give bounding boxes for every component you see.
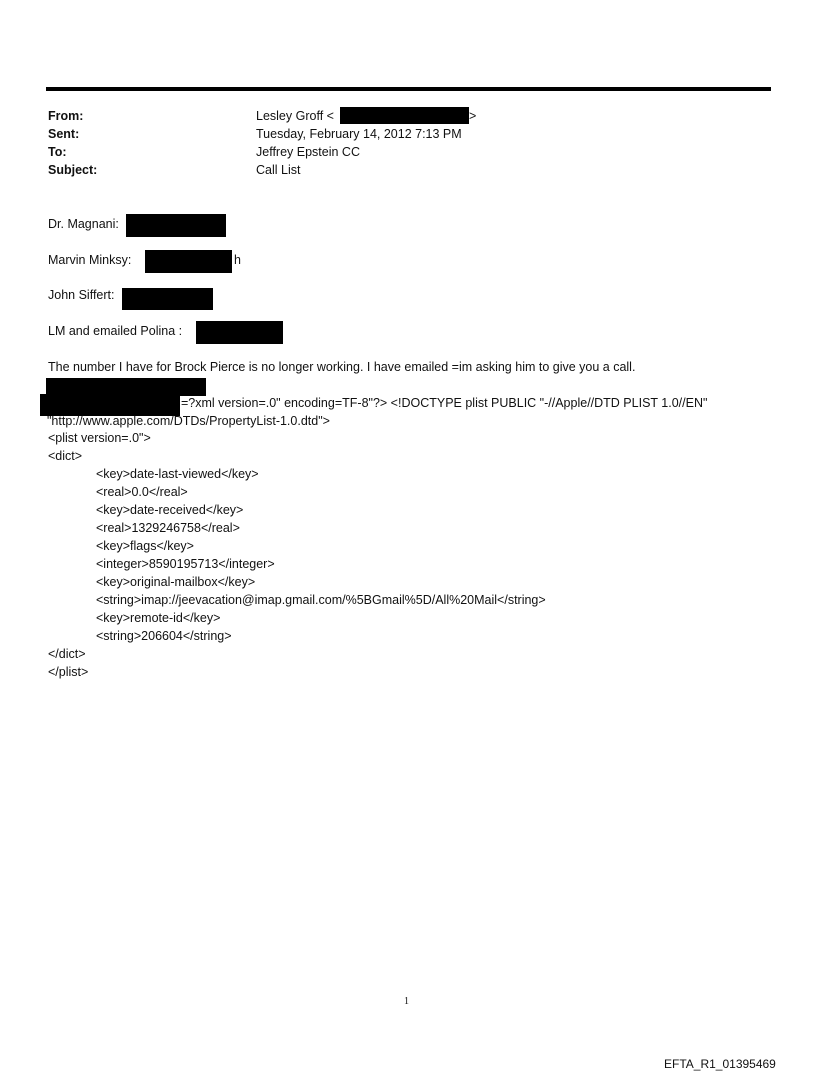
redaction-from-email: [340, 107, 469, 124]
redaction-siffert: [122, 288, 213, 310]
redaction-block-2: [40, 394, 180, 416]
from-value: Lesley Groff <: [256, 109, 334, 123]
plist-line: <string>imap://jeevacation@imap.gmail.com/%5BGmail%5D/All%20Mail</string>: [96, 593, 546, 607]
plist-line: <key>original-mailbox</key>: [96, 575, 256, 589]
header-rule: [46, 87, 771, 91]
subject-label: Subject:: [48, 163, 98, 177]
plist-line: </dict>: [48, 647, 86, 661]
to-value: Jeffrey Epstein CC: [256, 145, 360, 159]
plist-line: <real>0.0</real>: [96, 485, 188, 499]
from-label: From:: [48, 109, 84, 123]
redaction-magnani: [126, 214, 226, 237]
plist-line: <real>1329246758</real>: [96, 521, 240, 535]
plist-line: <key>remote-id</key>: [96, 611, 221, 625]
magnani-line: Dr. Magnani:: [48, 217, 119, 231]
plist-line: <integer>8590195713</integer>: [96, 557, 275, 571]
polina-line: LM and emailed Polina :: [48, 324, 183, 338]
plist-line: =?xml version=.0" encoding=TF-8"?> <!DOCTYPE plist PUBLIC "-//Apple//DTD PLIST 1.0//EN": [181, 396, 708, 410]
plist-line: <dict>: [48, 449, 83, 463]
plist-line: <key>date-last-viewed</key>: [96, 467, 259, 481]
minsky-line: Marvin Minksy:: [48, 253, 132, 267]
document-id: EFTA_R1_01395469: [664, 1057, 776, 1071]
sent-value: Tuesday, February 14, 2012 7:13 PM: [256, 127, 462, 141]
to-label: To:: [48, 145, 67, 159]
plist-line: <string>206604</string>: [96, 629, 232, 643]
redaction-polina: [196, 321, 283, 344]
plist-line: </plist>: [48, 665, 89, 679]
page-number: 1: [404, 996, 409, 1007]
redaction-minsky: [145, 250, 232, 273]
subject-value: Call List: [256, 163, 301, 177]
minsky-suffix: h: [234, 253, 241, 267]
plist-line: <key>date-received</key>: [96, 503, 244, 517]
plist-line: "http://www.apple.com/DTDs/PropertyList-1.0.dtd">: [47, 414, 330, 428]
brock-line: The number I have for Brock Pierce is no longer working. I have emailed =im asking him to give you a call.: [48, 360, 636, 374]
from-close: >: [469, 109, 477, 123]
plist-line: <plist version=.0">: [48, 431, 151, 445]
sent-label: Sent:: [48, 127, 80, 141]
plist-line: <key>flags</key>: [96, 539, 194, 553]
siffert-line: John Siffert:: [48, 288, 115, 302]
